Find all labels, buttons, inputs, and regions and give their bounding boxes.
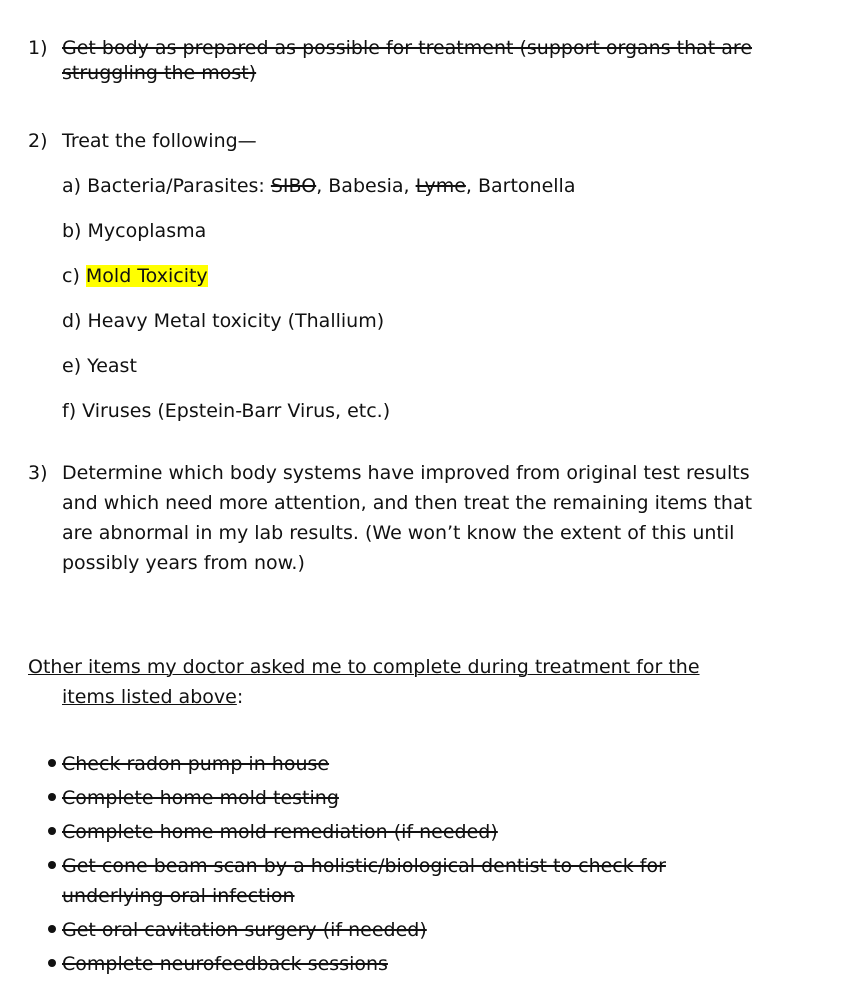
bullet-text: Get cone beam scan by a holistic/biological dentist to check for <box>62 855 666 877</box>
section-heading <box>28 655 700 680</box>
list-item-1 <box>28 36 752 86</box>
section-heading-cont <box>62 685 243 710</box>
bullet-dot-icon <box>48 959 56 967</box>
item-text: Get body as prepared as possible for treatment (support organs that are <box>62 37 753 59</box>
sub-item-f: f) Viruses (Epstein-Barr Virus, etc.) <box>62 400 391 422</box>
item-text-cont: and which need more attention, and then treat the remaining items that <box>62 492 753 514</box>
item-text: Determine which body systems have improved from original test results <box>62 462 750 484</box>
bullet-dot-icon <box>48 793 56 801</box>
bullet-item <box>48 786 339 810</box>
list-item-2 <box>28 129 257 154</box>
sub-item-text: a) Bacteria/Parasites: <box>62 175 271 197</box>
bullet-text: Get oral cavitation surgery (if needed) <box>62 919 427 941</box>
list-item-3 <box>28 461 750 486</box>
section-heading-text: items listed above <box>62 686 237 708</box>
sub-item-text: , Bartonella <box>465 175 576 197</box>
bullet-item <box>48 752 329 776</box>
bullet-item <box>48 918 427 942</box>
bullet-text: Check radon pump in house <box>62 753 330 775</box>
bullet-text: Complete home mold testing <box>62 787 339 809</box>
bullet-text: Complete neurofeedback sessions <box>62 953 388 975</box>
item-text-cont: struggling the most) <box>62 62 257 84</box>
bullet-item-cont: underlying oral infection <box>62 885 295 907</box>
bullet-dot-icon <box>48 861 56 869</box>
bullet-item <box>48 820 498 844</box>
sub-item-b: b) Mycoplasma <box>62 220 207 242</box>
bullet-text: Complete home mold remediation (if needed) <box>62 821 498 843</box>
item-number: 3) <box>28 462 48 484</box>
sub-item-text: c) <box>62 265 86 287</box>
bullet-dot-icon <box>48 925 56 933</box>
struck-text: SIBO <box>270 175 317 197</box>
bullet-dot-icon <box>48 759 56 767</box>
sub-item-e: e) Yeast <box>62 355 137 377</box>
highlighted-text: Mold Toxicity <box>85 265 208 287</box>
bullet-dot-icon <box>48 827 56 835</box>
item-text-cont: possibly years from now.) <box>62 552 305 574</box>
colon: : <box>236 686 244 708</box>
item-number: 1) <box>28 37 48 59</box>
sub-item-text: , Babesia, <box>316 175 416 197</box>
sub-item-a <box>62 174 575 199</box>
struck-text: Lyme <box>415 175 466 197</box>
bullet-item <box>48 952 388 976</box>
item-text: Treat the following— <box>62 130 257 152</box>
item-number: 2) <box>28 130 48 152</box>
bullet-item <box>48 854 666 878</box>
item-text-cont: are abnormal in my lab results. (We won’t know the extent of this until <box>62 522 735 544</box>
sub-item-c <box>62 264 208 289</box>
sub-item-d: d) Heavy Metal toxicity (Thallium) <box>62 310 385 332</box>
section-heading-text: Other items my doctor asked me to complete during treatment for the <box>28 656 700 678</box>
